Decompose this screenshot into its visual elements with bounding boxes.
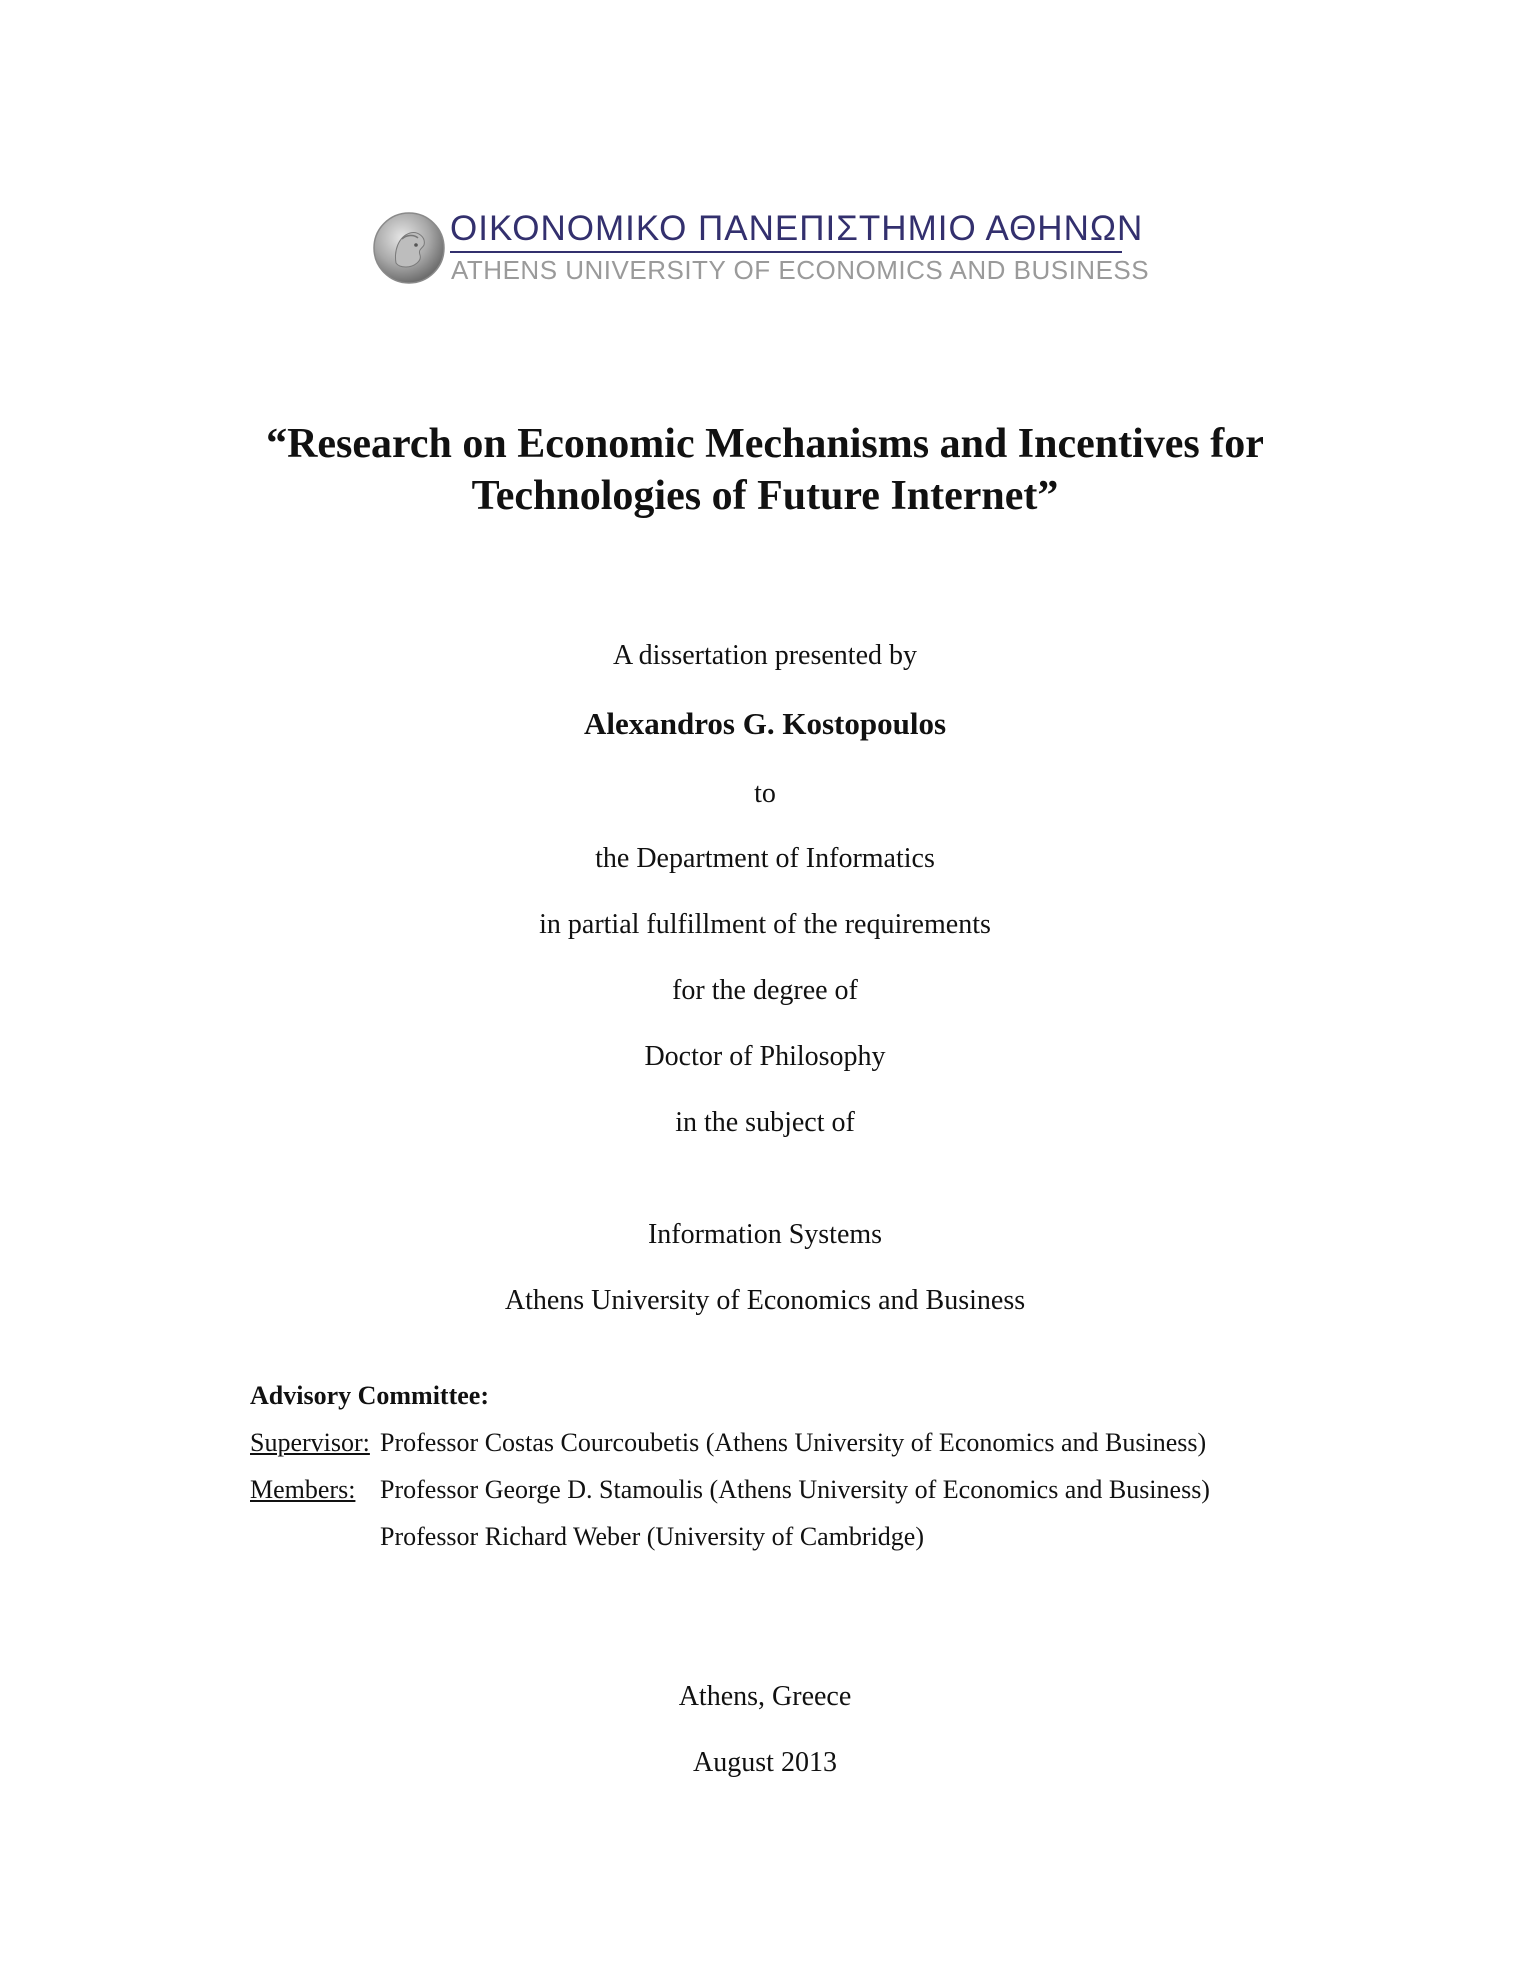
- department-text: the Department of Informatics: [595, 843, 935, 874]
- to-text: to: [754, 778, 776, 809]
- fulfillment-text: in partial fulfillment of the requirements: [539, 909, 991, 940]
- members-row: [250, 1466, 1210, 1513]
- logo-greek-name: ΟΙΚΟΝΟΜΙΚΟ ΠΑΝΕΠΙΣΤΗΜΙΟ ΑΘΗΝΩΝ: [450, 209, 1144, 248]
- members-row-2: [250, 1513, 925, 1560]
- place-text: Athens, Greece: [678, 1681, 852, 1712]
- dissertation-title-line-1: “Research on Economic Mechanisms and Incentives for: [266, 421, 1264, 467]
- committee-heading: Advisory Committee:: [250, 1381, 489, 1410]
- university-seal-icon: [372, 211, 446, 285]
- university-text: Athens University of Economics and Business: [504, 1285, 1026, 1316]
- logo-divider: [450, 251, 1122, 253]
- supervisor-row: [250, 1419, 1207, 1466]
- presented-by-text: A dissertation presented by: [612, 640, 918, 671]
- member-name: Professor Richard Weber (University of Cambridge): [380, 1522, 925, 1551]
- date-text: August 2013: [693, 1747, 837, 1778]
- subject-text: Information Systems: [647, 1219, 883, 1250]
- supervisor-name: Professor Costas Courcoubetis (Athens University of Economics and Business): [380, 1428, 1207, 1457]
- logo-english-name: ATHENS UNIVERSITY OF ECONOMICS AND BUSINESS: [451, 255, 1150, 285]
- member-name: Professor George D. Stamoulis (Athens University of Economics and Business): [380, 1475, 1210, 1504]
- supervisor-label: Supervisor:: [250, 1428, 370, 1457]
- dissertation-title-line-2: Technologies of Future Internet”: [471, 473, 1059, 519]
- subject-of-text: in the subject of: [675, 1107, 855, 1138]
- advisory-committee: [250, 1372, 1210, 1560]
- members-label: Members:: [250, 1475, 356, 1504]
- author-name: Alexandros G. Kostopoulos: [583, 706, 947, 741]
- degree-of-text: for the degree of: [672, 975, 858, 1006]
- degree-text: Doctor of Philosophy: [644, 1041, 886, 1072]
- university-logo: [372, 205, 1150, 295]
